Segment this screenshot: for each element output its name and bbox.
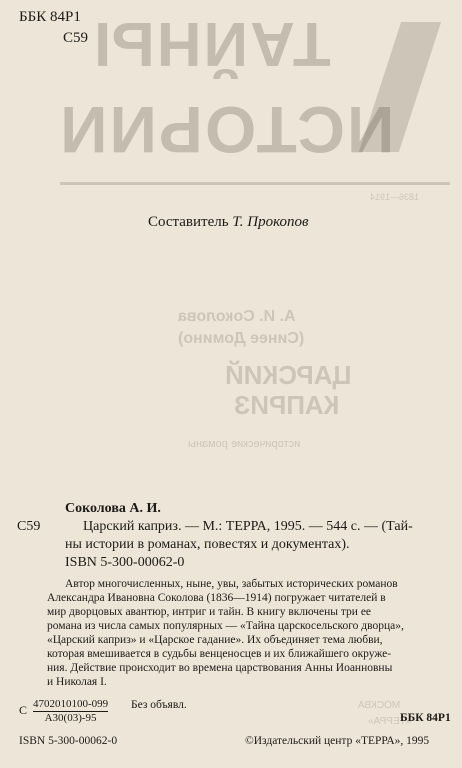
annotation-line: ния. Действие происходит во времена царствования Анны Иоанновны — [47, 662, 393, 674]
annotation-line: и Николая I. — [47, 676, 107, 688]
footer-code-top: 4702010100-099 — [33, 698, 109, 710]
annotation-line: которая вмешивается в судьбы венценосцев и их ближайшего окруже- — [47, 648, 392, 660]
ghost-publisher: «ТЕРРА» — [368, 716, 412, 727]
ghost-city: МОСКВА — [358, 700, 401, 711]
record-line1-row — [17, 518, 457, 536]
annotation-line: мир дворцовых авантюр, интриг и тайн. В книгу включены три ее — [47, 606, 372, 618]
annotation-line: Александра Ивановна Соколова (1836—1914) погружает читателей в — [47, 592, 386, 604]
ghost-emblem — [359, 22, 441, 152]
author-sign-top: С59 — [63, 30, 89, 46]
ghost-author: А. И. Соколова — [178, 308, 296, 325]
footer-isbn: ISBN 5-300-00062-0 — [19, 735, 118, 747]
compiler-name: Т. Прокопов — [232, 214, 309, 230]
annotation-line: романа из числа самых популярных — «Тайна царскосельского дворца», — [47, 620, 404, 632]
ghost-title2: КАПРИЗ — [234, 390, 340, 420]
ghost-title1: ЦАРСКИЙ — [225, 360, 352, 390]
annotation — [47, 577, 459, 689]
ghost-rule — [60, 182, 450, 185]
compiler-line — [148, 214, 309, 231]
catalog-record — [17, 500, 457, 572]
footer-c-letter: С — [19, 703, 28, 717]
annotation-line: «Царский каприз» и «Царское гадание». Их объединяет тема любви, — [47, 634, 383, 646]
footer-code-fraction — [33, 698, 108, 724]
record-line1: Царский каприз. — М.: ТЕРРА, 1995. — 544 с. — (Тай- — [83, 519, 413, 534]
record-isbn: ISBN 5-300-00062-0 — [65, 555, 185, 570]
ghost-genre: исторические романы — [188, 438, 301, 450]
ghost-series-word1: ТАЙНЫ — [92, 9, 331, 78]
ghost-series-word2: ИСТОРИИ — [58, 93, 395, 167]
footer-copyright: ©Издательский центр «ТЕРРА», 1995 — [245, 735, 430, 747]
compiler-label: Составитель — [148, 214, 229, 230]
ghost-pseudonym: (Синее Домино) — [178, 330, 305, 347]
record-author-heading: Соколова А. И. — [65, 501, 161, 516]
footer-bbk: ББК 84Р1 — [400, 712, 451, 724]
bbk-code-top: ББК 84Р1 — [19, 9, 81, 25]
footer-code-bottom: А30(03)-95 — [44, 712, 97, 724]
ghost-dates: 1836—1914 — [370, 192, 420, 202]
record-line2: ны истории в романах, повестях и документах). — [65, 537, 350, 552]
annotation-line: Автор многочисленных, ныне, увы, забытых исторических романов — [65, 578, 398, 590]
record-code: С59 — [17, 519, 41, 534]
footer-no-ads: Без объявл. — [131, 699, 187, 711]
